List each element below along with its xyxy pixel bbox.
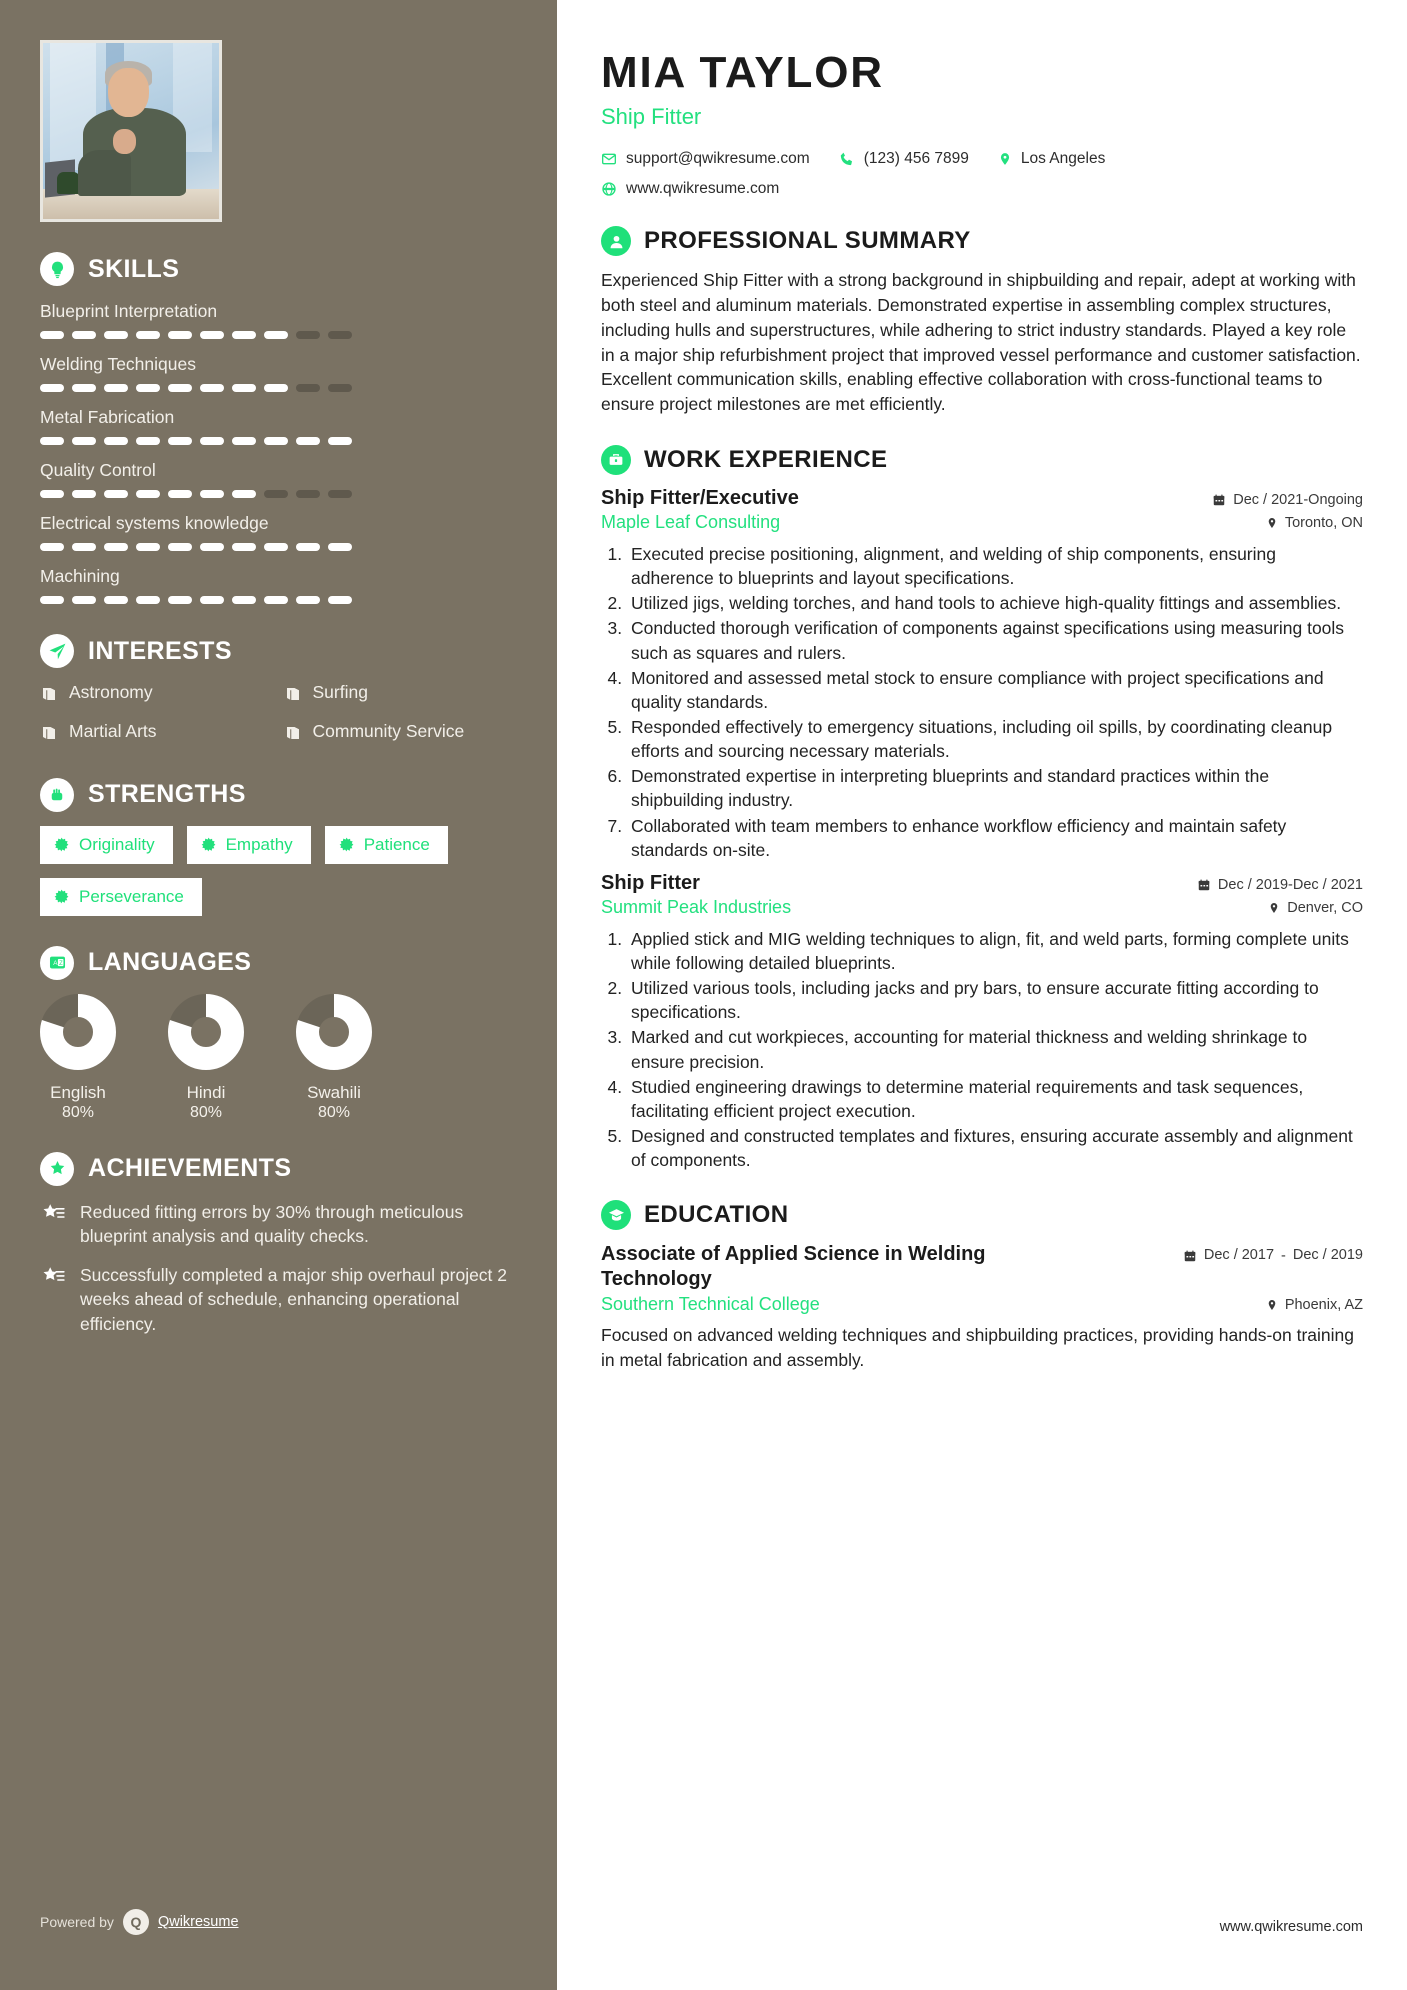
- job-location: [1268, 897, 1363, 916]
- language-percent: 80%: [61, 1103, 95, 1121]
- skill-label: Metal Fabrication: [40, 407, 175, 427]
- job-bullet: 3. Conducted thorough verification of components against specifications using measuring tools such as squares and rulers.: [627, 616, 1363, 664]
- job-bullet: 7. Collaborated with team members to enhance workflow efficiency and maintain safety standards on-site.: [627, 814, 1363, 862]
- skill-level-bar: [40, 543, 517, 551]
- skill-dash: [40, 596, 64, 604]
- skill-dash: [328, 384, 352, 392]
- language-donut-chart: [296, 994, 372, 1070]
- skill-dash: [136, 331, 160, 339]
- contact-phone-text: (123) 456 7899: [863, 150, 969, 167]
- job-title: Ship Fitter/Executive: [601, 487, 799, 510]
- candidate-role: Ship Fitter: [601, 104, 702, 129]
- skill-dash: [168, 543, 192, 551]
- sidebar: [0, 0, 557, 1990]
- skill-dash: [328, 437, 352, 445]
- achievements-section-header: [40, 1152, 517, 1186]
- skill-dash: [104, 543, 128, 551]
- interests-list: [40, 682, 517, 748]
- main-content: [557, 0, 1407, 1990]
- skill-dash: [72, 384, 96, 392]
- translate-icon: [40, 946, 74, 980]
- skill-dash: [104, 331, 128, 339]
- contact-location: [998, 150, 1105, 168]
- achievement-item: [40, 1263, 517, 1337]
- skill-dash: [72, 543, 96, 551]
- powered-by-footer: [40, 1909, 239, 1935]
- badge-star-icon: [40, 1152, 74, 1186]
- skill-label: Electrical systems knowledge: [40, 513, 269, 533]
- skill-dash: [232, 437, 256, 445]
- skill-dash: [168, 331, 192, 339]
- skill-dash: [136, 490, 160, 498]
- skills-list: [40, 301, 517, 604]
- envelope-icon: [601, 151, 617, 167]
- map-pin-icon: [1268, 901, 1280, 915]
- paper-plane-icon: [40, 634, 74, 668]
- book-icon: [40, 685, 58, 709]
- job-bullet: 4. Studied engineering drawings to determine material requirements and task sequences, facilitating efficient project execution.: [627, 1075, 1363, 1123]
- interest-label: Astronomy: [69, 682, 153, 702]
- skill-dash: [40, 543, 64, 551]
- lightbulb-icon: [40, 252, 74, 286]
- job-bullet: 1. Applied stick and MIG welding techniques to align, fit, and weld parts, forming complete units while following detailed blueprints.: [627, 927, 1363, 975]
- skill-dash: [296, 384, 320, 392]
- strength-label: Originality: [79, 834, 155, 854]
- job-bullets: [627, 542, 1363, 862]
- strengths-section-header: [40, 778, 517, 812]
- job-date: [1197, 872, 1363, 893]
- skill-dash: [136, 384, 160, 392]
- achievements-list: [40, 1200, 517, 1337]
- map-pin-icon: [998, 151, 1012, 167]
- skill-dash: [168, 384, 192, 392]
- skill-dash: [136, 596, 160, 604]
- book-icon: [40, 724, 58, 748]
- education-description: Focused on advanced welding techniques and shipbuilding practices, providing hands-on training in metal fabrication and assembly.: [601, 1325, 1354, 1371]
- skill-dash: [296, 596, 320, 604]
- burst-icon: [54, 837, 69, 852]
- education-title: EDUCATION: [644, 1201, 789, 1229]
- strength-label: Patience: [363, 834, 430, 854]
- education-school: Southern Technical College: [601, 1294, 820, 1315]
- contact-location-text: Los Angeles: [1020, 150, 1106, 167]
- language-label: English: [50, 1082, 106, 1102]
- education-degree: Associate of Applied Science in Welding Technology: [601, 1243, 986, 1291]
- skill-dash: [328, 331, 352, 339]
- skill-level-bar: [40, 437, 517, 445]
- strength-chip: [40, 878, 202, 916]
- job-bullets: [627, 927, 1363, 1172]
- skills-section-header: [40, 252, 517, 286]
- education-date-start: [1204, 1247, 1274, 1264]
- skill-dash: [264, 596, 288, 604]
- language-label: Hindi: [186, 1082, 226, 1102]
- graduation-cap-icon: [601, 1200, 631, 1230]
- skill-level-bar: [40, 384, 517, 392]
- fist-icon: [40, 778, 74, 812]
- qwikresume-logo-icon: Q: [123, 1909, 149, 1935]
- skill-dash: [232, 384, 256, 392]
- job-bullet: 2. Utilized various tools, including jacks and pry bars, to ensure accurate fitting according to specifications.: [627, 976, 1363, 1024]
- summary-title: PROFESSIONAL SUMMARY: [644, 227, 971, 254]
- education-list: [601, 1242, 1363, 1373]
- skill-dash: [328, 490, 352, 498]
- phone-icon: [839, 151, 855, 167]
- summary-section-header: [601, 226, 1363, 256]
- strength-chip: [40, 826, 173, 864]
- job-company: Summit Peak Industries: [601, 896, 792, 917]
- map-pin-icon: [1266, 1298, 1278, 1312]
- interests-section-header: [40, 634, 517, 668]
- job-entry: [601, 872, 1363, 1172]
- contact-row-primary: [601, 150, 1363, 168]
- skill-dash: [40, 331, 64, 339]
- education-section-header: [601, 1200, 1363, 1230]
- skill-dash: [200, 596, 224, 604]
- achievements-title: ACHIEVEMENTS: [88, 1154, 292, 1183]
- work-section-header: [601, 445, 1363, 475]
- skill-dash: [264, 437, 288, 445]
- jobs-list: [601, 487, 1363, 1172]
- burst-icon: [201, 837, 216, 852]
- skill-dash: [200, 490, 224, 498]
- job-bullet: 5. Responded effectively to emergency situations, including oil spills, by coordinating cleanup efforts and sourcing necessary materials.: [627, 715, 1363, 763]
- contact-email[interactable]: [601, 150, 810, 168]
- language-percent: 80%: [317, 1103, 351, 1121]
- skill-dash: [264, 490, 288, 498]
- book-icon: [40, 724, 58, 742]
- calendar-icon: [1212, 493, 1226, 507]
- powered-by-label: Powered by: [40, 1914, 114, 1930]
- job-bullet: 3. Marked and cut workpieces, accounting for material thickness and welding shrinkage to ensure precision.: [627, 1025, 1363, 1073]
- shooting-star-icon: [40, 1265, 66, 1289]
- skill-dash: [40, 490, 64, 498]
- skill-label: Welding Techniques: [40, 354, 196, 374]
- interest-label: Martial Arts: [69, 720, 157, 741]
- skill-level-bar: [40, 490, 517, 498]
- skill-dash: [296, 490, 320, 498]
- skills-title: SKILLS: [88, 254, 180, 283]
- job-location: [1266, 512, 1363, 531]
- skill-dash: [232, 490, 256, 498]
- skill-dash: [104, 490, 128, 498]
- footer-website[interactable]: www.qwikresume.com: [1219, 1919, 1363, 1935]
- strengths-title: STRENGTHS: [88, 780, 246, 809]
- language-label: Swahili: [307, 1082, 361, 1102]
- skill-dash: [72, 490, 96, 498]
- skill-dash: [296, 331, 320, 339]
- strength-chip: [187, 826, 311, 864]
- skill-label: Blueprint Interpretation: [40, 301, 218, 321]
- skill-dash: [200, 437, 224, 445]
- language-item: [296, 994, 372, 1122]
- education-entry: [601, 1242, 1363, 1373]
- job-company: Maple Leaf Consulting: [601, 512, 781, 533]
- skill-dash: [328, 543, 352, 551]
- achievement-text: Reduced fitting errors by 30% through meticulous blueprint analysis and quality checks.: [80, 1201, 464, 1247]
- skill-dash: [104, 437, 128, 445]
- skill-dash: [296, 543, 320, 551]
- qwikresume-link[interactable]: Qwikresume: [157, 1914, 239, 1930]
- job-bullet: 1. Executed precise positioning, alignment, and welding of ship components, ensuring adherence to blueprints and layout specifications.: [627, 542, 1363, 590]
- strengths-list: [40, 826, 517, 916]
- skill-dash: [40, 384, 64, 392]
- burst-icon: [54, 889, 69, 904]
- education-date: [1183, 1242, 1363, 1264]
- skill-level-bar: [40, 596, 517, 604]
- skill-dash: [104, 596, 128, 604]
- contact-phone[interactable]: [839, 150, 969, 168]
- education-date-end-text: Dec / 2019: [1292, 1247, 1363, 1264]
- education-location-text: Phoenix, AZ: [1284, 1297, 1363, 1314]
- profile-photo: [40, 40, 222, 222]
- job-bullet: 2. Utilized jigs, welding torches, and hand tools to achieve high-quality fittings and assemblies.: [627, 591, 1363, 615]
- svg-text:Z: Z: [58, 961, 63, 968]
- interests-title: INTERESTS: [88, 636, 232, 665]
- job-date: [1212, 487, 1363, 508]
- contact-email-text: support@qwikresume.com: [626, 150, 810, 167]
- skill-dash: [200, 331, 224, 339]
- skill-dash: [200, 543, 224, 551]
- book-icon: [284, 685, 302, 703]
- skill-level-bar: [40, 331, 517, 339]
- contact-row-secondary: [601, 180, 1363, 198]
- skill-dash: [296, 437, 320, 445]
- skill-label: Machining: [40, 566, 120, 586]
- globe-icon: [601, 181, 617, 197]
- skill-dash: [168, 437, 192, 445]
- skill-dash: [168, 490, 192, 498]
- strength-label: Perseverance: [79, 886, 184, 906]
- skill-dash: [72, 437, 96, 445]
- map-pin-icon: [1266, 516, 1278, 530]
- svg-text:A: A: [52, 960, 57, 968]
- summary-text: Experienced Ship Fitter with a strong background in shipbuilding and repair, adept at working with both steel and aluminum materials. Demonstrated expertise in assembling complex structures, including hulls and superstructures, while adhering to strict industry standards. Played a key role in a major ship refurbishment project that improved vessel performance and customer satisfaction. Excellent communication skills, enabling effective collaboration with cross-functional teams to ensure project milestones are met efficiently.: [601, 270, 1361, 415]
- calendar-icon: [1183, 1249, 1197, 1263]
- education-location: [1266, 1294, 1363, 1313]
- education-date-end: [1293, 1247, 1363, 1264]
- skill-dash: [168, 596, 192, 604]
- skill-dash: [72, 331, 96, 339]
- skill-dash: [232, 596, 256, 604]
- job-date-text: Dec / 2021-Ongoing: [1233, 492, 1363, 509]
- education-date-separator: -: [1281, 1247, 1286, 1264]
- job-bullet: 6. Demonstrated expertise in interpreting blueprints and standard practices within the shipbuilding industry.: [627, 764, 1363, 812]
- job-date-text: Dec / 2019-Dec / 2021: [1217, 876, 1363, 893]
- interest-item: [40, 721, 274, 748]
- skill-dash: [232, 543, 256, 551]
- skill-dash: [40, 437, 64, 445]
- interest-item: [284, 721, 518, 748]
- candidate-name: MIA TAYLOR: [601, 48, 884, 97]
- language-donut-chart: [168, 994, 244, 1070]
- contact-website-text: www.qwikresume.com: [626, 180, 780, 197]
- language-item: [168, 994, 244, 1122]
- job-location-text: Toronto, ON: [1284, 515, 1363, 532]
- book-icon: [284, 724, 302, 748]
- strength-label: Empathy: [225, 834, 293, 854]
- skill-dash: [264, 384, 288, 392]
- achievement-item: [40, 1200, 517, 1249]
- book-icon: [284, 685, 302, 709]
- burst-icon: [339, 837, 354, 852]
- skill-dash: [136, 437, 160, 445]
- skill-dash: [136, 543, 160, 551]
- book-icon: [40, 685, 58, 703]
- education-date-start-text: Dec / 2017: [1203, 1247, 1275, 1264]
- interest-label: Surfing: [312, 682, 368, 702]
- work-title: WORK EXPERIENCE: [644, 446, 888, 474]
- job-bullet: 5. Designed and constructed templates and fixtures, ensuring accurate assembly and alignment of components.: [627, 1124, 1363, 1172]
- contact-website[interactable]: [601, 180, 779, 198]
- job-location-text: Denver, CO: [1287, 899, 1363, 916]
- skill-dash: [200, 384, 224, 392]
- language-donut-chart: [40, 994, 116, 1070]
- interest-item: [284, 682, 518, 709]
- calendar-icon: [1197, 878, 1211, 892]
- interest-item: [40, 682, 274, 709]
- strength-chip: [325, 826, 448, 864]
- languages-title: LANGUAGES: [88, 948, 252, 977]
- briefcase-icon: [601, 445, 631, 475]
- job-title: Ship Fitter: [601, 871, 700, 894]
- skill-dash: [232, 331, 256, 339]
- interest-label: Community Service: [312, 720, 465, 741]
- user-circle-icon: [601, 226, 631, 256]
- language-item: [40, 994, 116, 1122]
- job-entry: [601, 487, 1363, 862]
- skill-dash: [264, 331, 288, 339]
- job-bullet: 4. Monitored and assessed metal stock to ensure compliance with project specifications and quality standards.: [627, 666, 1363, 714]
- languages-list: [40, 994, 517, 1122]
- book-icon: [284, 724, 302, 742]
- achievement-text: Successfully completed a major ship overhaul project 2 weeks ahead of schedule, enhancing operational efficiency.: [80, 1264, 508, 1334]
- skill-label: Quality Control: [40, 460, 156, 480]
- language-percent: 80%: [189, 1103, 223, 1121]
- skill-dash: [328, 596, 352, 604]
- shooting-star-icon: [40, 1202, 66, 1226]
- skill-dash: [264, 543, 288, 551]
- skill-dash: [104, 384, 128, 392]
- languages-section-header: [40, 946, 517, 980]
- skill-dash: [72, 596, 96, 604]
